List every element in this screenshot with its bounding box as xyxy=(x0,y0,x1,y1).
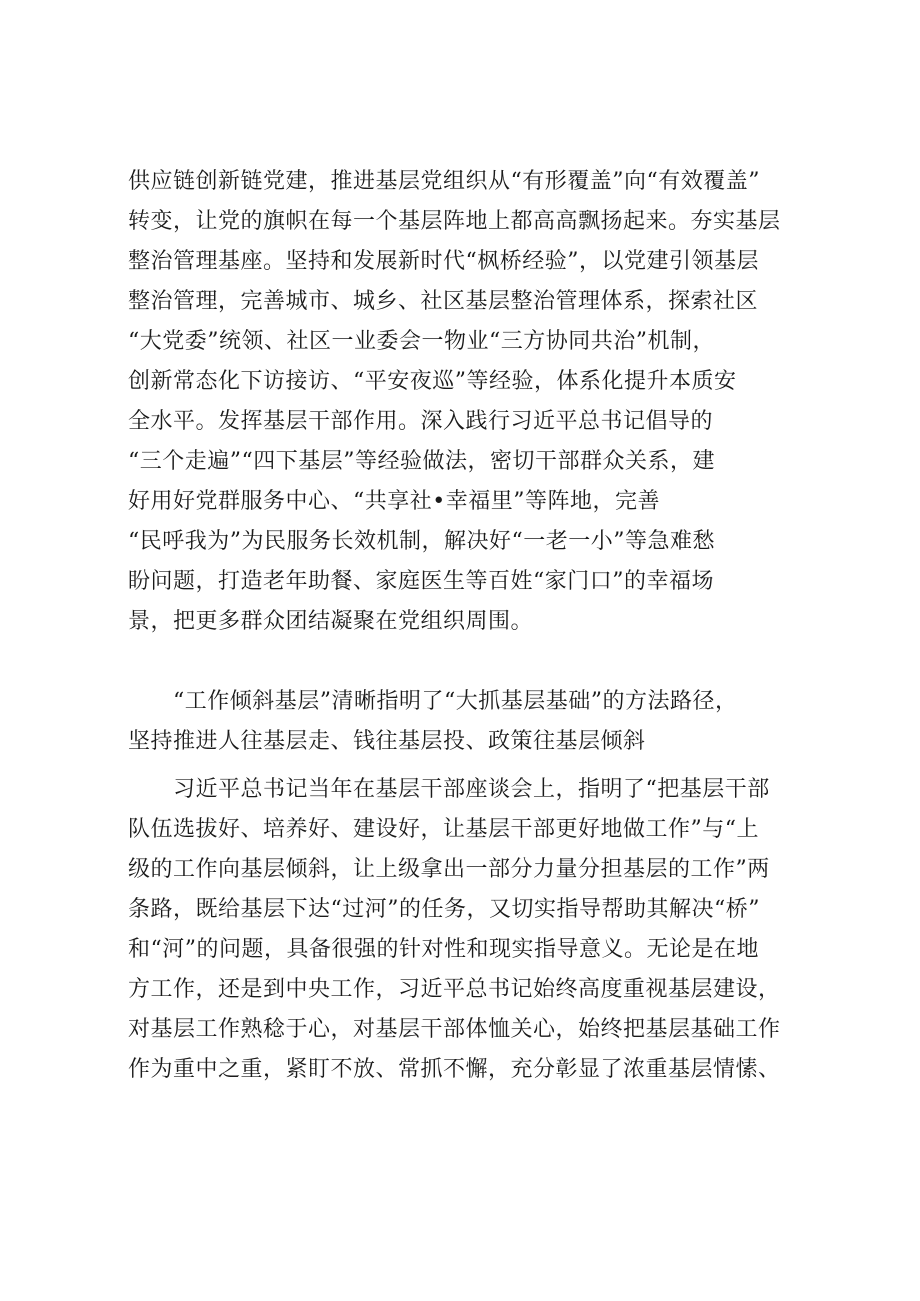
text-line: 方工作，还是到中央工作，习近平总书记始终高度重视基层建设， xyxy=(128,977,781,1002)
text-line: 景，把更多群众团结凝聚在党组织周围。 xyxy=(128,609,534,634)
text-line: 和“河”的问题，具备很强的针对性和现实指导意义。无论是在地 xyxy=(128,937,759,962)
text-line: 作为重中之重，紧盯不放、常抓不懈，充分彰显了浓重基层情愫、 xyxy=(128,1057,781,1082)
text-line: 队伍选拔好、培养好、建设好，让基层干部更好地做工作”与“上 xyxy=(128,817,759,842)
text-line: 级的工作向基层倾斜，让上级拿出一部分力量分担基层的工作”两 xyxy=(128,857,770,882)
text-line: 供应链创新链党建，推进基层党组织从“有形覆盖”向“有效覆盖” xyxy=(128,169,760,194)
heading-line: “工作倾斜基层”清晰指明了“大抓基层基础”的方法路径， xyxy=(128,689,738,714)
text-line: 全水平。发挥基层干部作用。深入践行习近平总书记倡导的 xyxy=(128,409,714,434)
text-line: 转变，让党的旗帜在每一个基层阵地上都高高飘扬起来。夯实基层 xyxy=(128,209,781,234)
text-line: “民呼我为”为民服务长效机制，解决好“一老一小”等急难愁 xyxy=(128,529,715,554)
section-heading xyxy=(128,682,808,762)
paragraph-grassroots-party-building xyxy=(128,162,808,642)
text-line: “三个走遍”“四下基层”等经验做法，密切干部群众关系，建 xyxy=(128,449,715,474)
text-line: 对基层工作熟稔于心，对基层干部体恤关心，始终把基层基础工作 xyxy=(128,1017,781,1042)
text-line: 整治管理，完善城市、城乡、社区基层整治管理体系，探索社区 xyxy=(128,289,759,314)
text-line: 习近平总书记当年在基层干部座谈会上，指明了“把基层干部 xyxy=(128,777,770,802)
paragraph-work-tilted-to-grassroots xyxy=(128,770,808,1090)
text-line: 创新常态化下访接访、“平安夜巡”等经验，体系化提升本质安 xyxy=(128,369,737,394)
text-line: 好用好党群服务中心、“共享社•幸福里”等阵地，完善 xyxy=(128,489,660,514)
heading-line: 坚持推进人往基层走、钱往基层投、政策往基层倾斜 xyxy=(128,729,646,754)
text-line: 整治管理基座。坚持和发展新时代“枫桥经验”，以党建引领基层 xyxy=(128,249,759,274)
text-line: 盼问题，打造老年助餐、家庭医生等百姓“家门口”的幸福场 xyxy=(128,569,714,594)
text-line: 条路，既给基层下达“过河”的任务，又切实指导帮助其解决“桥” xyxy=(128,897,760,922)
text-line: “大党委”统领、社区一业委会一物业“三方协同共治”机制， xyxy=(128,329,715,354)
